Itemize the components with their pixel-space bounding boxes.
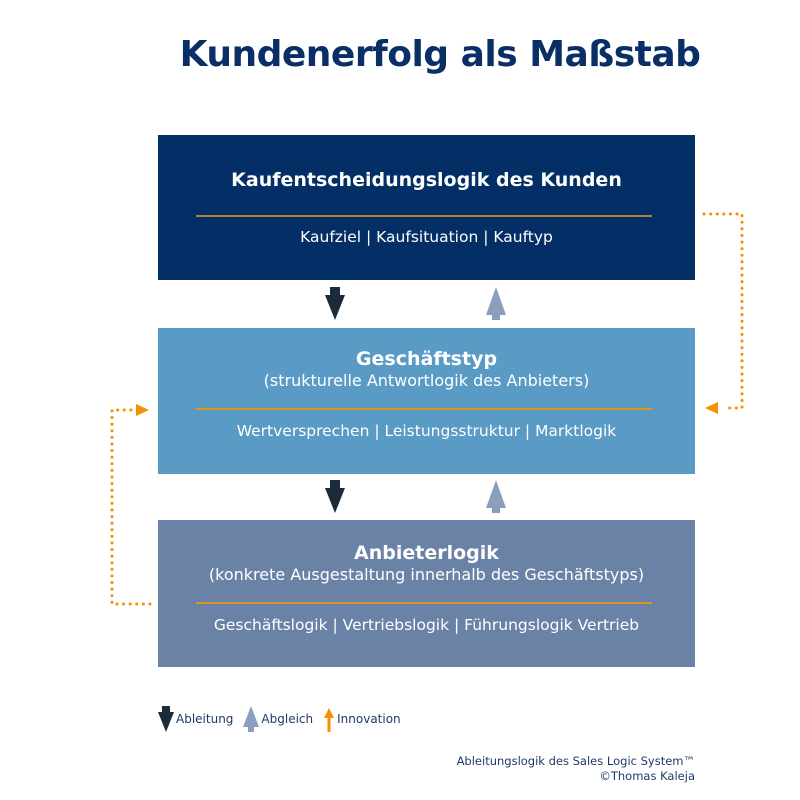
box-heading: Kaufentscheidungslogik des Kunden bbox=[231, 169, 622, 191]
legend-item-ableitung bbox=[158, 706, 233, 732]
page-title: Kundenerfolg als Maßstab bbox=[179, 34, 701, 75]
legend-label: Ableitung bbox=[176, 712, 234, 726]
footer-line-system: Ableitungslogik des Sales Logic System™ bbox=[456, 754, 695, 768]
box-heading: Geschäftstyp bbox=[355, 348, 498, 370]
divider bbox=[196, 602, 652, 604]
up-arrow-icon bbox=[243, 706, 259, 732]
down-arrow-icon bbox=[158, 706, 174, 732]
legend-item-innovation bbox=[323, 706, 401, 732]
box-anbieterlogik bbox=[158, 520, 695, 667]
box-items: Geschäftslogik | Vertriebslogik | Führungslogik Vertrieb bbox=[213, 616, 640, 634]
down-arrow-icon bbox=[324, 287, 346, 321]
divider bbox=[196, 408, 652, 410]
footer-credits bbox=[457, 754, 695, 784]
box-geschaeftstyp bbox=[158, 328, 695, 474]
legend-item-abgleich bbox=[243, 706, 313, 732]
footer-line-copyright: ©Thomas Kaleja bbox=[599, 769, 695, 783]
orange-up-arrow-icon bbox=[323, 706, 335, 732]
up-arrow-icon bbox=[485, 480, 507, 514]
legend bbox=[158, 706, 411, 732]
legend-label: Abgleich bbox=[261, 712, 314, 726]
box-subtitle: (konkrete Ausgestaltung innerhalb des Geschäftstyps) bbox=[208, 565, 645, 584]
box-subtitle: (strukturelle Antwortlogik des Anbieters) bbox=[263, 371, 590, 390]
box-items: Kaufziel | Kaufsituation | Kauftyp bbox=[300, 228, 553, 246]
box-items: Wertversprechen | Leistungsstruktur | Marktlogik bbox=[236, 422, 617, 440]
legend-label: Innovation bbox=[337, 712, 401, 726]
down-arrow-icon bbox=[324, 480, 346, 514]
divider bbox=[196, 215, 652, 217]
box-kaufentscheidungslogik bbox=[158, 135, 695, 280]
innovation-feedback-arrow-left bbox=[104, 402, 154, 612]
up-arrow-icon bbox=[485, 287, 507, 321]
box-heading: Anbieterlogik bbox=[354, 542, 499, 564]
innovation-feedback-arrow-right bbox=[700, 205, 750, 415]
